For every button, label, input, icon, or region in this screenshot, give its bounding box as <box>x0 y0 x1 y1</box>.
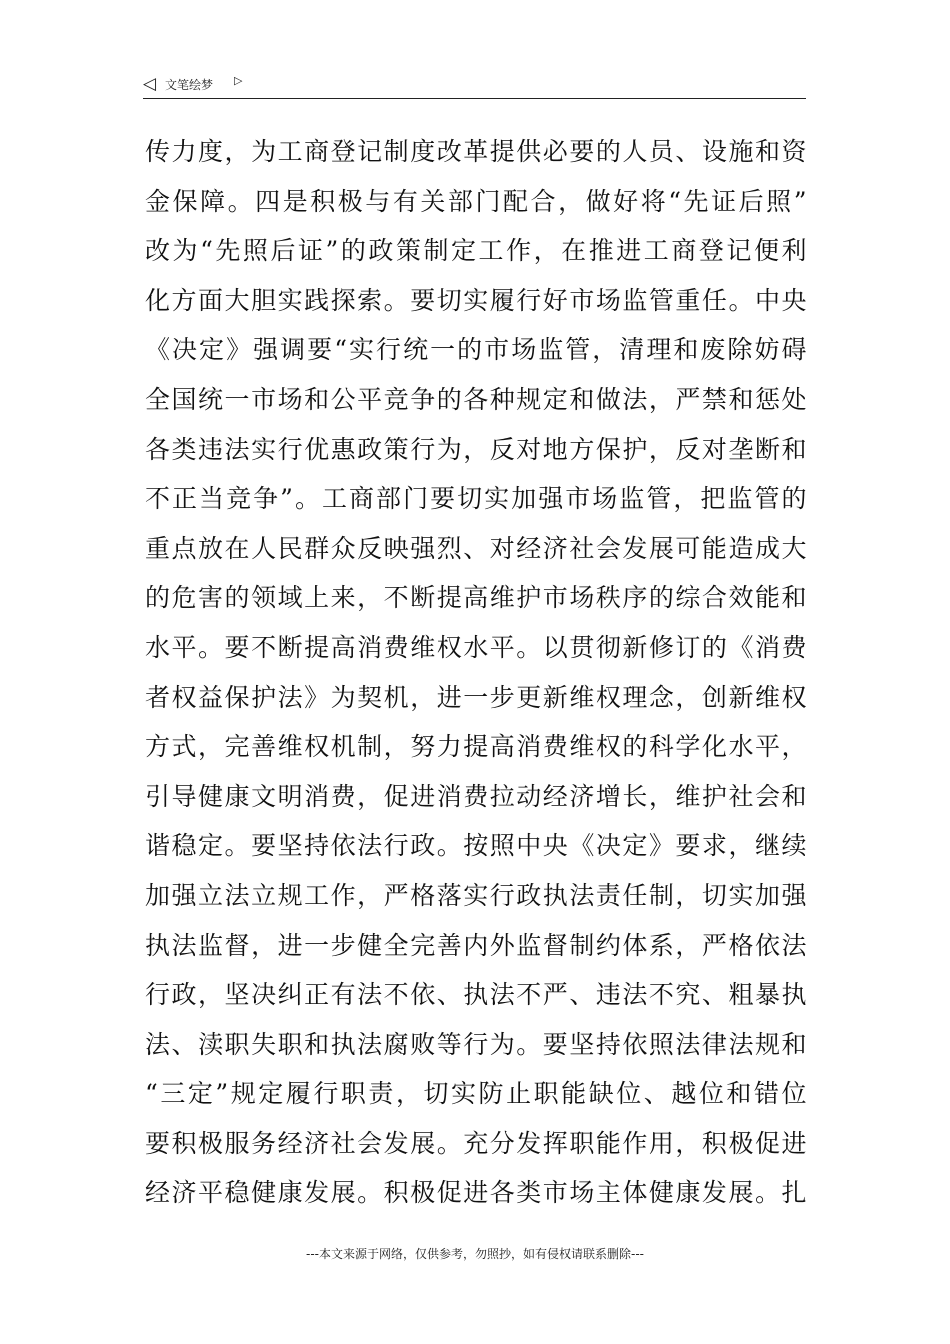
header-title: 文笔绘梦 <box>165 78 214 92</box>
text-line: 全国统一市场和公平竞争的各种规定和做法，严禁和惩处 <box>145 384 807 414</box>
page-footer: ---本文来源于网络，仅供参考，勿照抄，如有侵权请联系删除--- <box>306 1247 644 1261</box>
text-line: 者权益保护法》为契机，进一步更新维权理念，创新维权 <box>145 682 807 712</box>
text-line: 各类违法实行优惠政策行为，反对地方保护，反对垄断和 <box>145 434 807 464</box>
text-line: 引导健康文明消费，促进消费拉动经济增长，维护社会和 <box>145 781 807 811</box>
text-line: 行政，坚决纠正有法不依、执法不严、违法不究、粗暴执 <box>145 980 807 1010</box>
text-line: 执法监督，进一步健全完善内外监督制约体系，严格依法 <box>145 930 807 960</box>
text-line: 重点放在人民群众反映强烈、对经济社会发展可能造成大 <box>145 533 807 563</box>
text-line: 不正当竞争”。工商部门要切实加强市场监管，把监管的 <box>145 484 807 514</box>
text-line: 要积极服务经济社会发展。充分发挥职能作用，积极促进 <box>145 1128 807 1158</box>
page-header <box>143 74 806 99</box>
text-line: 经济平稳健康发展。积极促进各类市场主体健康发展。扎 <box>145 1178 807 1208</box>
text-line: 法、渎职失职和执法腐败等行为。要坚持依照法律法规和 <box>145 1029 807 1059</box>
document-body <box>145 127 807 1218</box>
text-line: 金保障。四是积极与有关部门配合，做好将“先证后照” <box>145 186 807 216</box>
text-line: 方式，完善维权机制，努力提高消费维权的科学化水平， <box>145 732 807 762</box>
text-line: 水平。要不断提高消费维权水平。以贯彻新修订的《消费 <box>145 632 807 662</box>
text-line: 的危害的领域上来，不断提高维护市场秩序的综合效能和 <box>145 583 807 613</box>
text-line: 传力度，为工商登记制度改革提供必要的人员、设施和资 <box>145 137 807 166</box>
text-line: 改为“先照后证”的政策制定工作，在推进工商登记便利 <box>145 236 807 266</box>
triangle-left-icon: ◁ <box>143 74 157 94</box>
triangle-right-icon: ▷ <box>234 74 243 87</box>
text-line: 化方面大胆实践探索。要切实履行好市场监管重任。中央 <box>145 285 807 315</box>
text-line: “三定”规定履行职责，切实防止职能缺位、越位和错位 <box>145 1079 807 1109</box>
text-line: 谐稳定。要坚持依法行政。按照中央《决定》要求，继续 <box>145 831 807 861</box>
text-line: 加强立法立规工作，严格落实行政执法责任制，切实加强 <box>145 880 807 910</box>
text-line: 《决定》强调要“实行统一的市场监管，清理和废除妨碍 <box>145 335 807 365</box>
